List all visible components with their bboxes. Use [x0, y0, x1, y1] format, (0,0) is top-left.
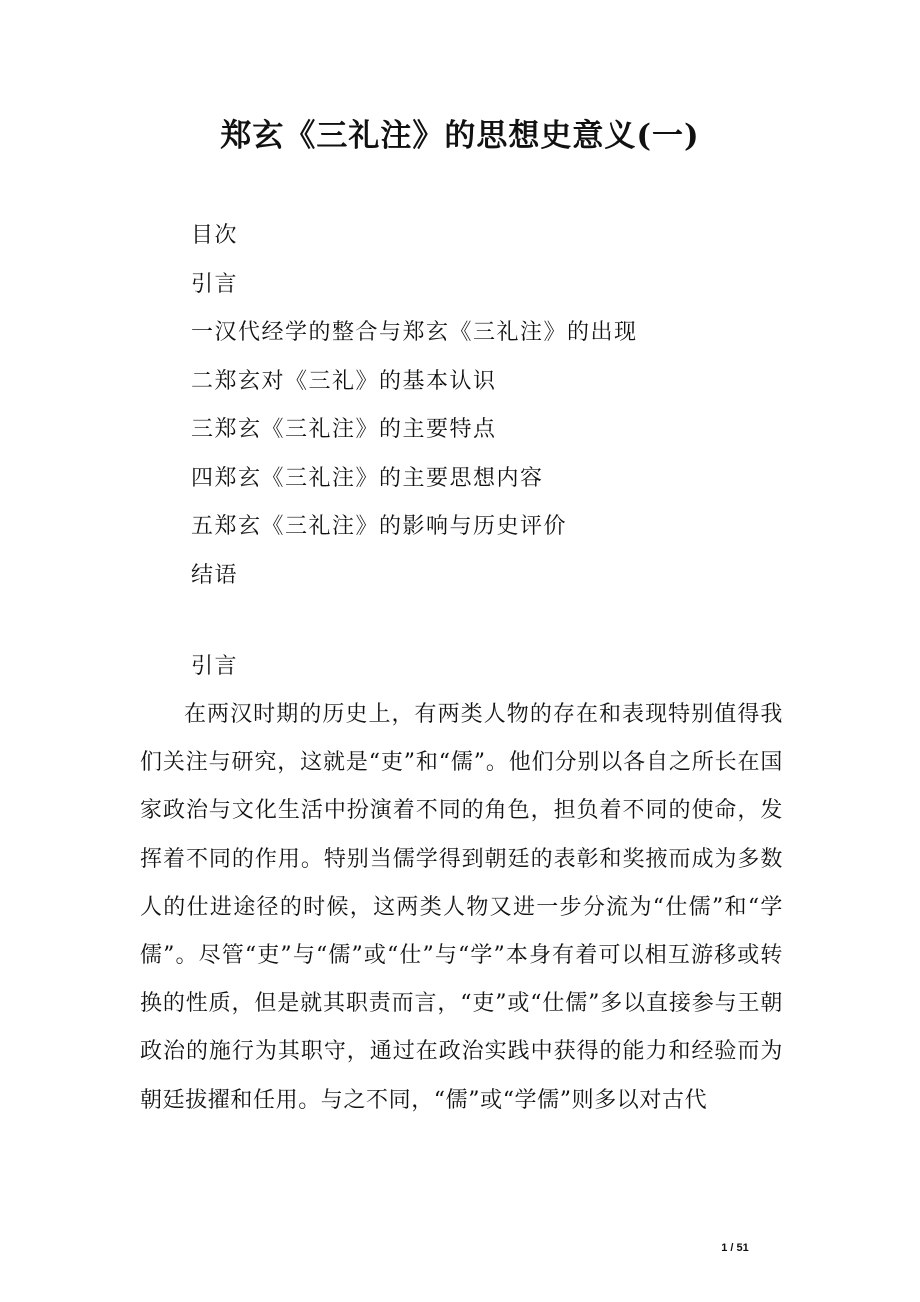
- toc-item-chapter-1: 一汉代经学的整合与郑玄《三礼注》的出现: [191, 320, 638, 345]
- toc-item-chapter-2: 二郑玄对《三礼》的基本认识: [191, 368, 497, 394]
- toc-item-chapter-3: 三郑玄《三礼注》的主要特点: [191, 417, 497, 442]
- body-paragraph: 在两汉时期的历史上，有两类人物的存在和表现特别值得我们关注与研究，这就是“吏”和“儒”。他们分别以各自之所长在国家政治与文化生活中扮演着不同的角色，担负着不同的使命，发挥着不同的作用。特别当儒学得到朝廷的表彰和奖掖而成为多数人的仕进途径的时候，这两类人物又进一步分流为“仕儒”和“学儒”。尽管“吏”与“儒”或“仕”与“学”本身有着可以相互游移或转换的性质，但是就其职责而言，“吏”或“仕儒”多以直接参与王朝政治的施行为其职守，通过在政治实践中获得的能力和经验而为朝廷拔擢和任用。与之不同，“儒”或“学儒”则多以对古代: [140, 702, 783, 1113]
- toc-item-chapter-4: 四郑玄《三礼注》的主要思想内容: [191, 465, 544, 491]
- toc-item-conclusion: 结语: [191, 562, 239, 588]
- toc-item-chapter-5: 五郑玄《三礼注》的影响与历史评价: [191, 514, 568, 539]
- table-of-contents: [191, 212, 638, 600]
- document-title: 郑玄《三礼注》的思想史意义(一): [220, 118, 700, 154]
- section-heading: 引言: [191, 654, 239, 679]
- page-number: 1 / 51: [721, 1242, 749, 1254]
- toc-item-introduction: 引言: [191, 271, 239, 297]
- toc-heading: 目次: [191, 223, 239, 248]
